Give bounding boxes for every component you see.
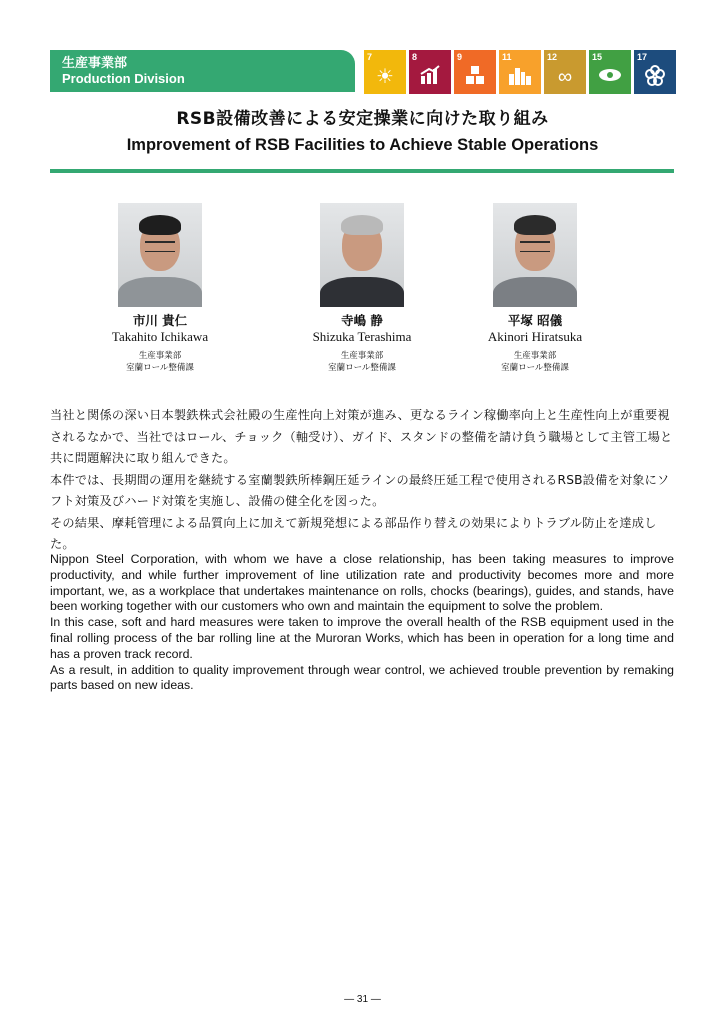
- paragraph-en: In this case, soft and hard measures were taken to improve the overall health of the RSB equipment used in the final rolling process of the bar rolling line at the Muroran Works, which has been in operation for a long time and has a proven track record.: [50, 615, 674, 661]
- sdg-icon-row: [364, 50, 676, 94]
- author-name-jp: 寺嶋 静: [341, 313, 383, 328]
- division-name-en: Production Division: [62, 71, 185, 86]
- sdg-goal-11-icon: 11: [499, 50, 541, 94]
- author-affiliation-section: 室蘭ロール整備課: [328, 363, 396, 373]
- title-divider: [50, 169, 674, 173]
- author-affiliation-section: 室蘭ロール整備課: [501, 363, 569, 373]
- page-title-jp: RSB設備改善による安定操業に向けた取り組み: [176, 109, 549, 129]
- paragraph-en: As a result, in addition to quality improvement through wear control, we achieved trouble prevention by remaking parts based on new ideas.: [50, 662, 674, 693]
- author-name-en: Shizuka Terashima: [312, 329, 412, 344]
- page-title-en: Improvement of RSB Facilities to Achieve Stable Operations: [126, 136, 599, 154]
- paragraph-jp: その結果、摩耗管理による品質向上に加えて新規発想による部品作り替えの効果によりトラブル防止を達成した。: [50, 515, 657, 551]
- page-number: — 31 —: [344, 994, 381, 1005]
- author-card: [70, 203, 250, 374]
- author-card: [272, 203, 452, 374]
- author-photo: [320, 203, 404, 307]
- sdg-goal-15-icon: 15: [589, 50, 631, 94]
- author-name-jp: 市川 貴仁: [132, 313, 188, 328]
- author-list: [50, 203, 674, 383]
- division-tag: [50, 50, 355, 92]
- division-name-jp: 生産事業部: [62, 56, 128, 71]
- author-card: [445, 203, 625, 374]
- paragraph-jp: 本件では、長期間の運用を継続する室蘭製鉄所棒鋼圧延ラインの最終圧延工程で使用されるRSB設備を対象にソフト対策及びハード対策を実施し、設備の健全化を図った。: [50, 472, 670, 508]
- author-affiliation-division: 生産事業部: [513, 351, 557, 361]
- sdg-goal-17-icon: 17: [634, 50, 676, 94]
- body-text-en: [50, 552, 674, 694]
- author-affiliation-section: 室蘭ロール整備課: [126, 363, 194, 373]
- sdg-goal-8-icon: 8: [409, 50, 451, 94]
- author-name-en: Takahito Ichikawa: [111, 329, 209, 344]
- body-text-jp: [50, 405, 674, 556]
- paragraph-jp: 当社と関係の深い日本製鉄株式会社殿の生産性向上対策が進み、更なるライン稼働率向上と生産性向上が重要視されるなかで、当社ではロール、チョック（軸受け）、ガイド、スタンドの整備を請け負う職場として主管工場と共に問題解決に取り組んできた。: [50, 408, 673, 465]
- author-affiliation-division: 生産事業部: [340, 351, 384, 361]
- author-name-jp: 平塚 昭儀: [507, 313, 563, 328]
- sdg-goal-12-icon: 12 ∞: [544, 50, 586, 94]
- author-photo: [118, 203, 202, 307]
- paragraph-en: Nippon Steel Corporation, with whom we have a close relationship, has been taking measures to improve productivity, and while further improvement of line utilization rate and productivity becomes more and more important, we, as a workplace that undertakes maintenance on rolls, chocks (bearings), guides, and stands, have been working together with our customers who own and maintain the equipment to solve the problem.: [50, 552, 674, 614]
- sdg-goal-9-icon: 9: [454, 50, 496, 94]
- author-photo: [493, 203, 577, 307]
- sdg-goal-7-icon: 7 ☀: [364, 50, 406, 94]
- author-name-en: Akinori Hiratsuka: [487, 329, 583, 344]
- author-affiliation-division: 生産事業部: [138, 351, 182, 361]
